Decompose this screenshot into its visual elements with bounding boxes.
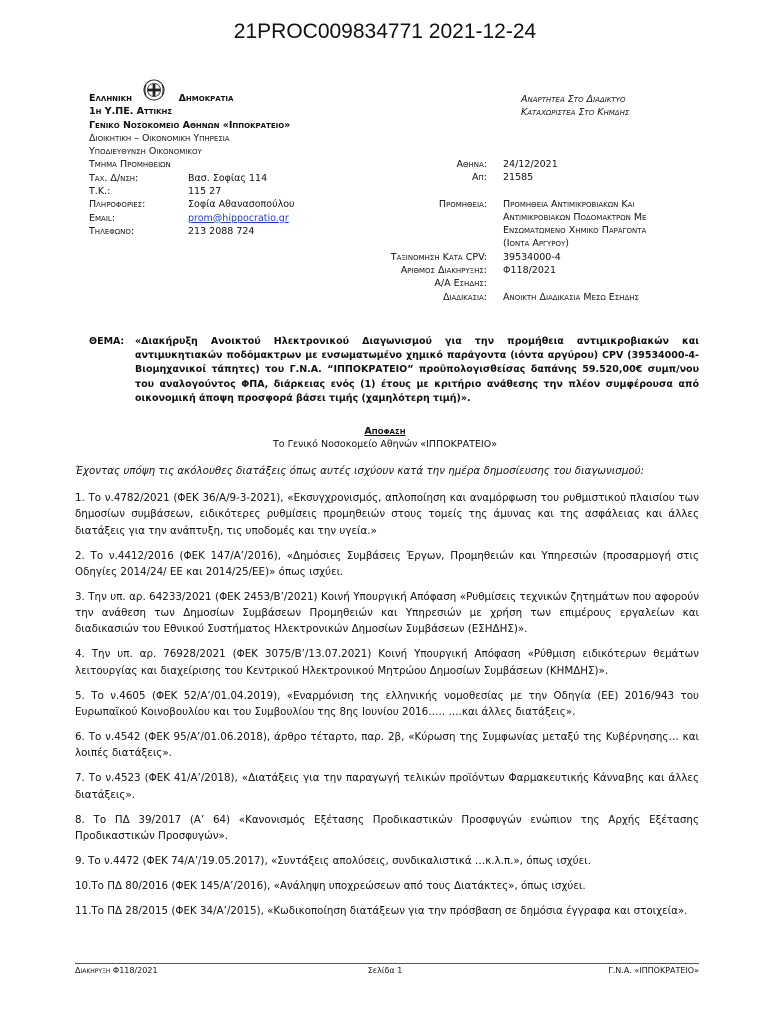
list-item: 8. Το ΠΔ 39/2017 (Α’ 64) «Κανονισμός Εξέτασης Προδικαστικών Προσφυγών ενώπιον της Αρχής Εξέτασης Προδικαστικών Προσφυγών». [75, 813, 699, 842]
contact-person: Πληροφοριες: Σοφία Αθανασοπούλου [89, 199, 295, 211]
meta-procurement: Προμηθεια: Προμηθεια Αντιμικροβιακων Και Αντιμικροβιακων Ποδομακτρων Με Ενσωματωμενο Χημικο Παραγοντα (Ιοντα Αργυρου) [438, 198, 647, 250]
list-item: 3. Την υπ. αρ. 64233/2021 (ΦΕΚ 2453/Β’/2021) Κοινή Υπουργική Απόφαση «Ρυθμίσεις τεχνικών ζητημάτων που αφορούν την ανάθεση των Δημοσίων Συμβάσεων Προμηθειών και Υπηρεσιών με χρήση των επιμέρους εργαλείων και διαδικασιών του Εθνικού Συστήματος Ηλεκτρονικών Δημοσίων Συμβάσεων (ΕΣΗΔΗΣ)». [75, 590, 699, 636]
decision-organization: Το Γενικό Νοσοκομείο Αθηνών «ΙΠΠΟΚΡΑΤΕΙΟ» [272, 439, 498, 450]
health-region: 1η Υ.ΠΕ. Αττικης [89, 106, 173, 118]
service-name: Διοικητικη – Οικονομικη Υπηρεσια [89, 132, 230, 144]
meta-protocol: Απ: 21585 [472, 172, 534, 184]
legal-provisions-list [75, 490, 699, 928]
posting-notice: Αναρτητεα Στο Διαδικτυο Καταχωριστεα Στο Κημδης [521, 94, 630, 118]
list-item: 2. Το ν.4412/2016 (ΦΕΚ 147/Α’/2016), «Δημόσιες Συμβάσεις Έργων, Προμηθειών και Υπηρεσιών (προσαρμογή στις Οδηγίες 2014/24/ ΕΕ και 2014/25/ΕΕ)» όπως ισχύει. [75, 549, 699, 578]
list-item: 7. Το ν.4523 (ΦΕΚ 41/Α’/2018), «Διατάξεις για την παραγωγή τελικών προϊόντων Φαρμακευτικής Κάνναβης και άλλες διατάξεις». [75, 772, 699, 801]
subject-label: ΘΕΜΑ: [89, 336, 125, 347]
list-item: 1. Το ν.4782/2021 (ΦΕΚ 36/Α/9-3-2021), «Εκσυγχρονισμός, απλοποίηση και αναμόρφωση του ρυθμιστικού πλαισίου των δημοσίων συμβάσεων, ειδικότερες ρυθμίσεις προμηθειών στους τομείς της άμυνας και της ασφάλειας και άλλες διατάξεις για την ανάπτυξη, τις υποδομές και την υγεία.» [75, 492, 699, 537]
contact-phone: Τηλεφωνο: 213 2088 724 [89, 225, 255, 237]
meta-esidis-id: Α/Α Εσηδης: [434, 278, 487, 290]
contact-address: Ταχ. Δ/νση: Βασ. Σοφίας 114 [89, 172, 268, 184]
document-meta [380, 158, 673, 304]
footer-declaration: Διακηρυξη Φ118/2021 [75, 966, 158, 975]
document-id-title: 21PROC009834771 2021-12-24 [233, 20, 537, 43]
list-item: 11.Το ΠΔ 28/2015 (ΦΕΚ 34/Α’/2015), «Κωδικοποίηση διατάξεων για την πρόσβαση σε δημόσια έγγραφα και στοιχεία». [75, 904, 688, 917]
meta-procedure: Διαδικασια: Ανοικτη Διαδικασια Μεσω Εσηδης [442, 291, 639, 303]
email-link[interactable]: prom@hippocratio.gr [188, 212, 289, 224]
department-name: Τμημα Προμηθειων [89, 159, 171, 171]
footer-page-number: Σελίδα 1 [367, 966, 403, 975]
meta-date: Αθηνα: 24/12/2021 [456, 159, 558, 170]
list-item: 9. Το ν.4472 (ΦΕΚ 74/Α’/19.05.2017), «Συντάξεις απολύσεις, συνδικαλιστικά …κ.λ.π.», όπως ισχύει. [75, 854, 591, 867]
issuer-header [89, 92, 295, 238]
contact-postcode: Τ.Κ.: 115 27 [89, 186, 222, 198]
list-item: 6. Το ν.4542 (ΦΕΚ 95/Α’/01.06.2018), άρθρο τέταρτο, παρ. 2β, «Κύρωση της Συμφωνίας μεταξύ της Κυβέρνησης… και λοιπές διατάξεις». [75, 731, 699, 760]
subject-block [89, 335, 699, 406]
subdirectorate-name: Υποδιευθυνση Οικονομικου [89, 146, 202, 158]
hospital-name: Γενικο Νοσοκομειο Αθηνων «Ιπποκρατειο» [89, 119, 291, 131]
subject-text: «Διακήρυξη Ανοικτού Ηλεκτρονικού Διαγωνισμού για την προμήθεια αντιμικροβιακών και αντιμυκητιακών ποδόμακτρων με ενσωματωμένο χημικό παράγοντα (ιόντα αργύρου) CPV (39534000-4- Βιομηχανικοί τάπητες) του Γ.Ν.Α. “ΙΠΠΟΚΡΑΤΕΙΟ” προϋπολογισθείσας δαπάνης 59.520,00€ συμπ/νου του αναλογούντος ΦΠΑ, διάρκειας ενός (1) έτους με κριτήριο ανάθεσης την πλέον συμφέρουσα από οικονομική άποψη προσφορά βάσει τιμής (χαμηλότερη τιμή)». [135, 336, 699, 404]
meta-declaration-number: Αριθμος Διακηρυξης: Φ118/2021 [400, 265, 556, 277]
intro-text: Έχοντας υπόψη τις ακόλουθες διατάξεις όπως αυτές ισχύουν κατά την ημέρα δημοσίευσης του διαγωνισμού: [75, 465, 645, 477]
republic-line: Ελληνικη Δημοκρατια [89, 93, 234, 104]
contact-email: Email: prom@hippocratio.gr [89, 212, 289, 224]
decision-title: Αποφαση [364, 426, 406, 437]
footer-organization: Γ.Ν.Α. «ΙΠΠΟΚΡΑΤΕΙΟ» [608, 966, 699, 975]
list-item: 10.Το ΠΔ 80/2016 (ΦΕΚ 145/Α’/2016), «Ανάληψη υποχρεώσεων από τους Διατάκτες», όπως ισχύει. [75, 879, 586, 892]
meta-cpv: Ταξινομηση Κατα CPV: 39534000-4 [390, 251, 561, 263]
list-item: 4. Την υπ. αρ. 76928/2021 (ΦΕΚ 3075/Β’/13.07.2021) Κοινή Υπουργική Απόφαση «Ρύθμιση ειδικότερων θεμάτων λειτουργίας και διαχείρισης του Κεντρικού Ηλεκτρονικού Μητρώου Δημοσίων Συμβάσεων (ΚΗΜΔΗΣ)». [75, 648, 699, 677]
footer-divider [75, 963, 699, 964]
list-item: 5. Το ν.4605 (ΦΕΚ 52/Α’/01.04.2019), «Εναρμόνιση της ελληνικής νομοθεσίας με την Οδηγία (ΕΕ) 2016/943 του Ευρωπαϊκού Κοινοβουλίου και του Συμβουλίου της 8ης Ιουνίου 2016….. ….και άλλες διατάξεις». [75, 689, 699, 719]
